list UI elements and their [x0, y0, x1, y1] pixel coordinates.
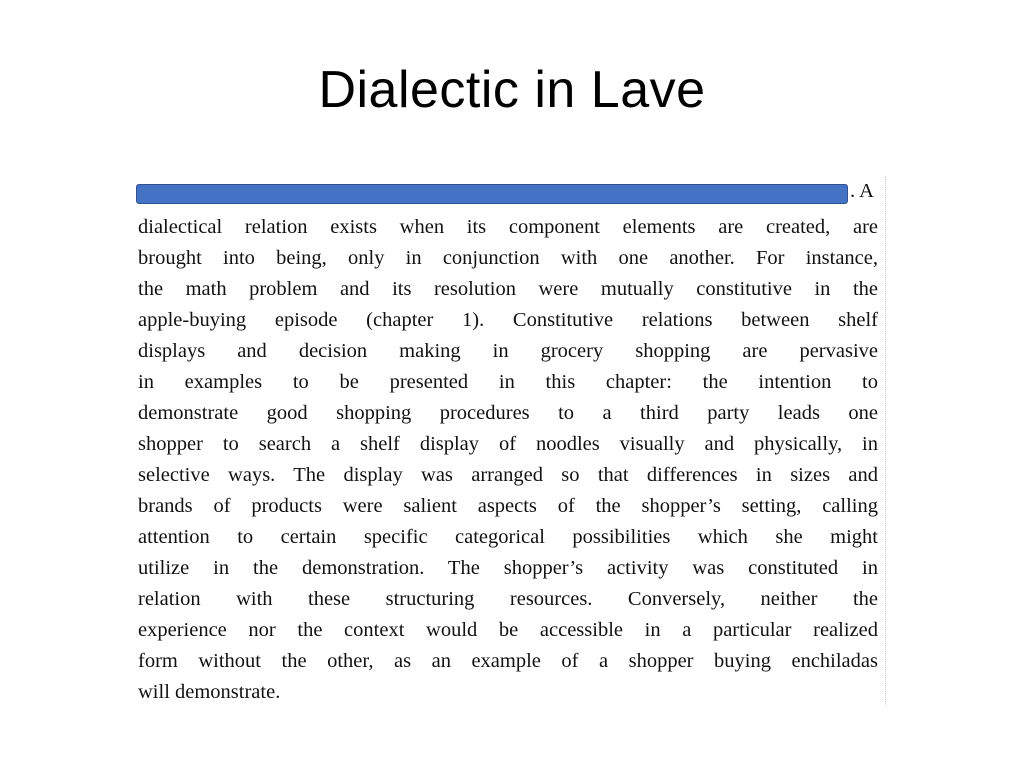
excerpt-line: shopper to search a shelf display of noodles visually and physically, in — [138, 433, 878, 455]
excerpt-line: brought into being, only in conjunction with one another. For instance, — [138, 247, 878, 269]
excerpt-line: utilize in the demonstration. The shopper’s activity was constituted in — [138, 557, 878, 579]
excerpt-line: in examples to be presented in this chapter: the intention to — [138, 371, 878, 393]
excerpt-line: displays and decision making in grocery shopping are pervasive — [138, 340, 878, 362]
excerpt-line: relation with these structuring resources. Conversely, neither the — [138, 588, 878, 610]
excerpt-line: the math problem and its resolution were mutually constitutive in the — [138, 278, 878, 300]
excerpt-line: demonstrate good shopping procedures to a third party leads one — [138, 402, 878, 424]
first-line-tail: . A — [850, 180, 874, 202]
excerpt-paragraph — [138, 212, 878, 708]
redaction-bar — [136, 184, 848, 204]
scan-edge — [883, 176, 886, 706]
excerpt-line: form without the other, as an example of a shopper buying enchiladas — [138, 650, 878, 672]
excerpt-line: experience nor the context would be accessible in a particular realized — [138, 619, 878, 641]
slide-title: Dialectic in Lave — [318, 61, 706, 119]
excerpt-line: will demonstrate. — [138, 681, 281, 703]
excerpt-line: selective ways. The display was arranged so that differences in sizes and — [138, 464, 878, 486]
excerpt-line: attention to certain specific categorical possibilities which she might — [138, 526, 878, 548]
excerpt-line: brands of products were salient aspects of the shopper’s setting, calling — [138, 495, 878, 517]
excerpt-line: apple-buying episode (chapter 1). Constitutive relations between shelf — [138, 309, 878, 331]
scanned-excerpt — [132, 176, 888, 706]
excerpt-line: dialectical relation exists when its component elements are created, are — [138, 216, 878, 238]
